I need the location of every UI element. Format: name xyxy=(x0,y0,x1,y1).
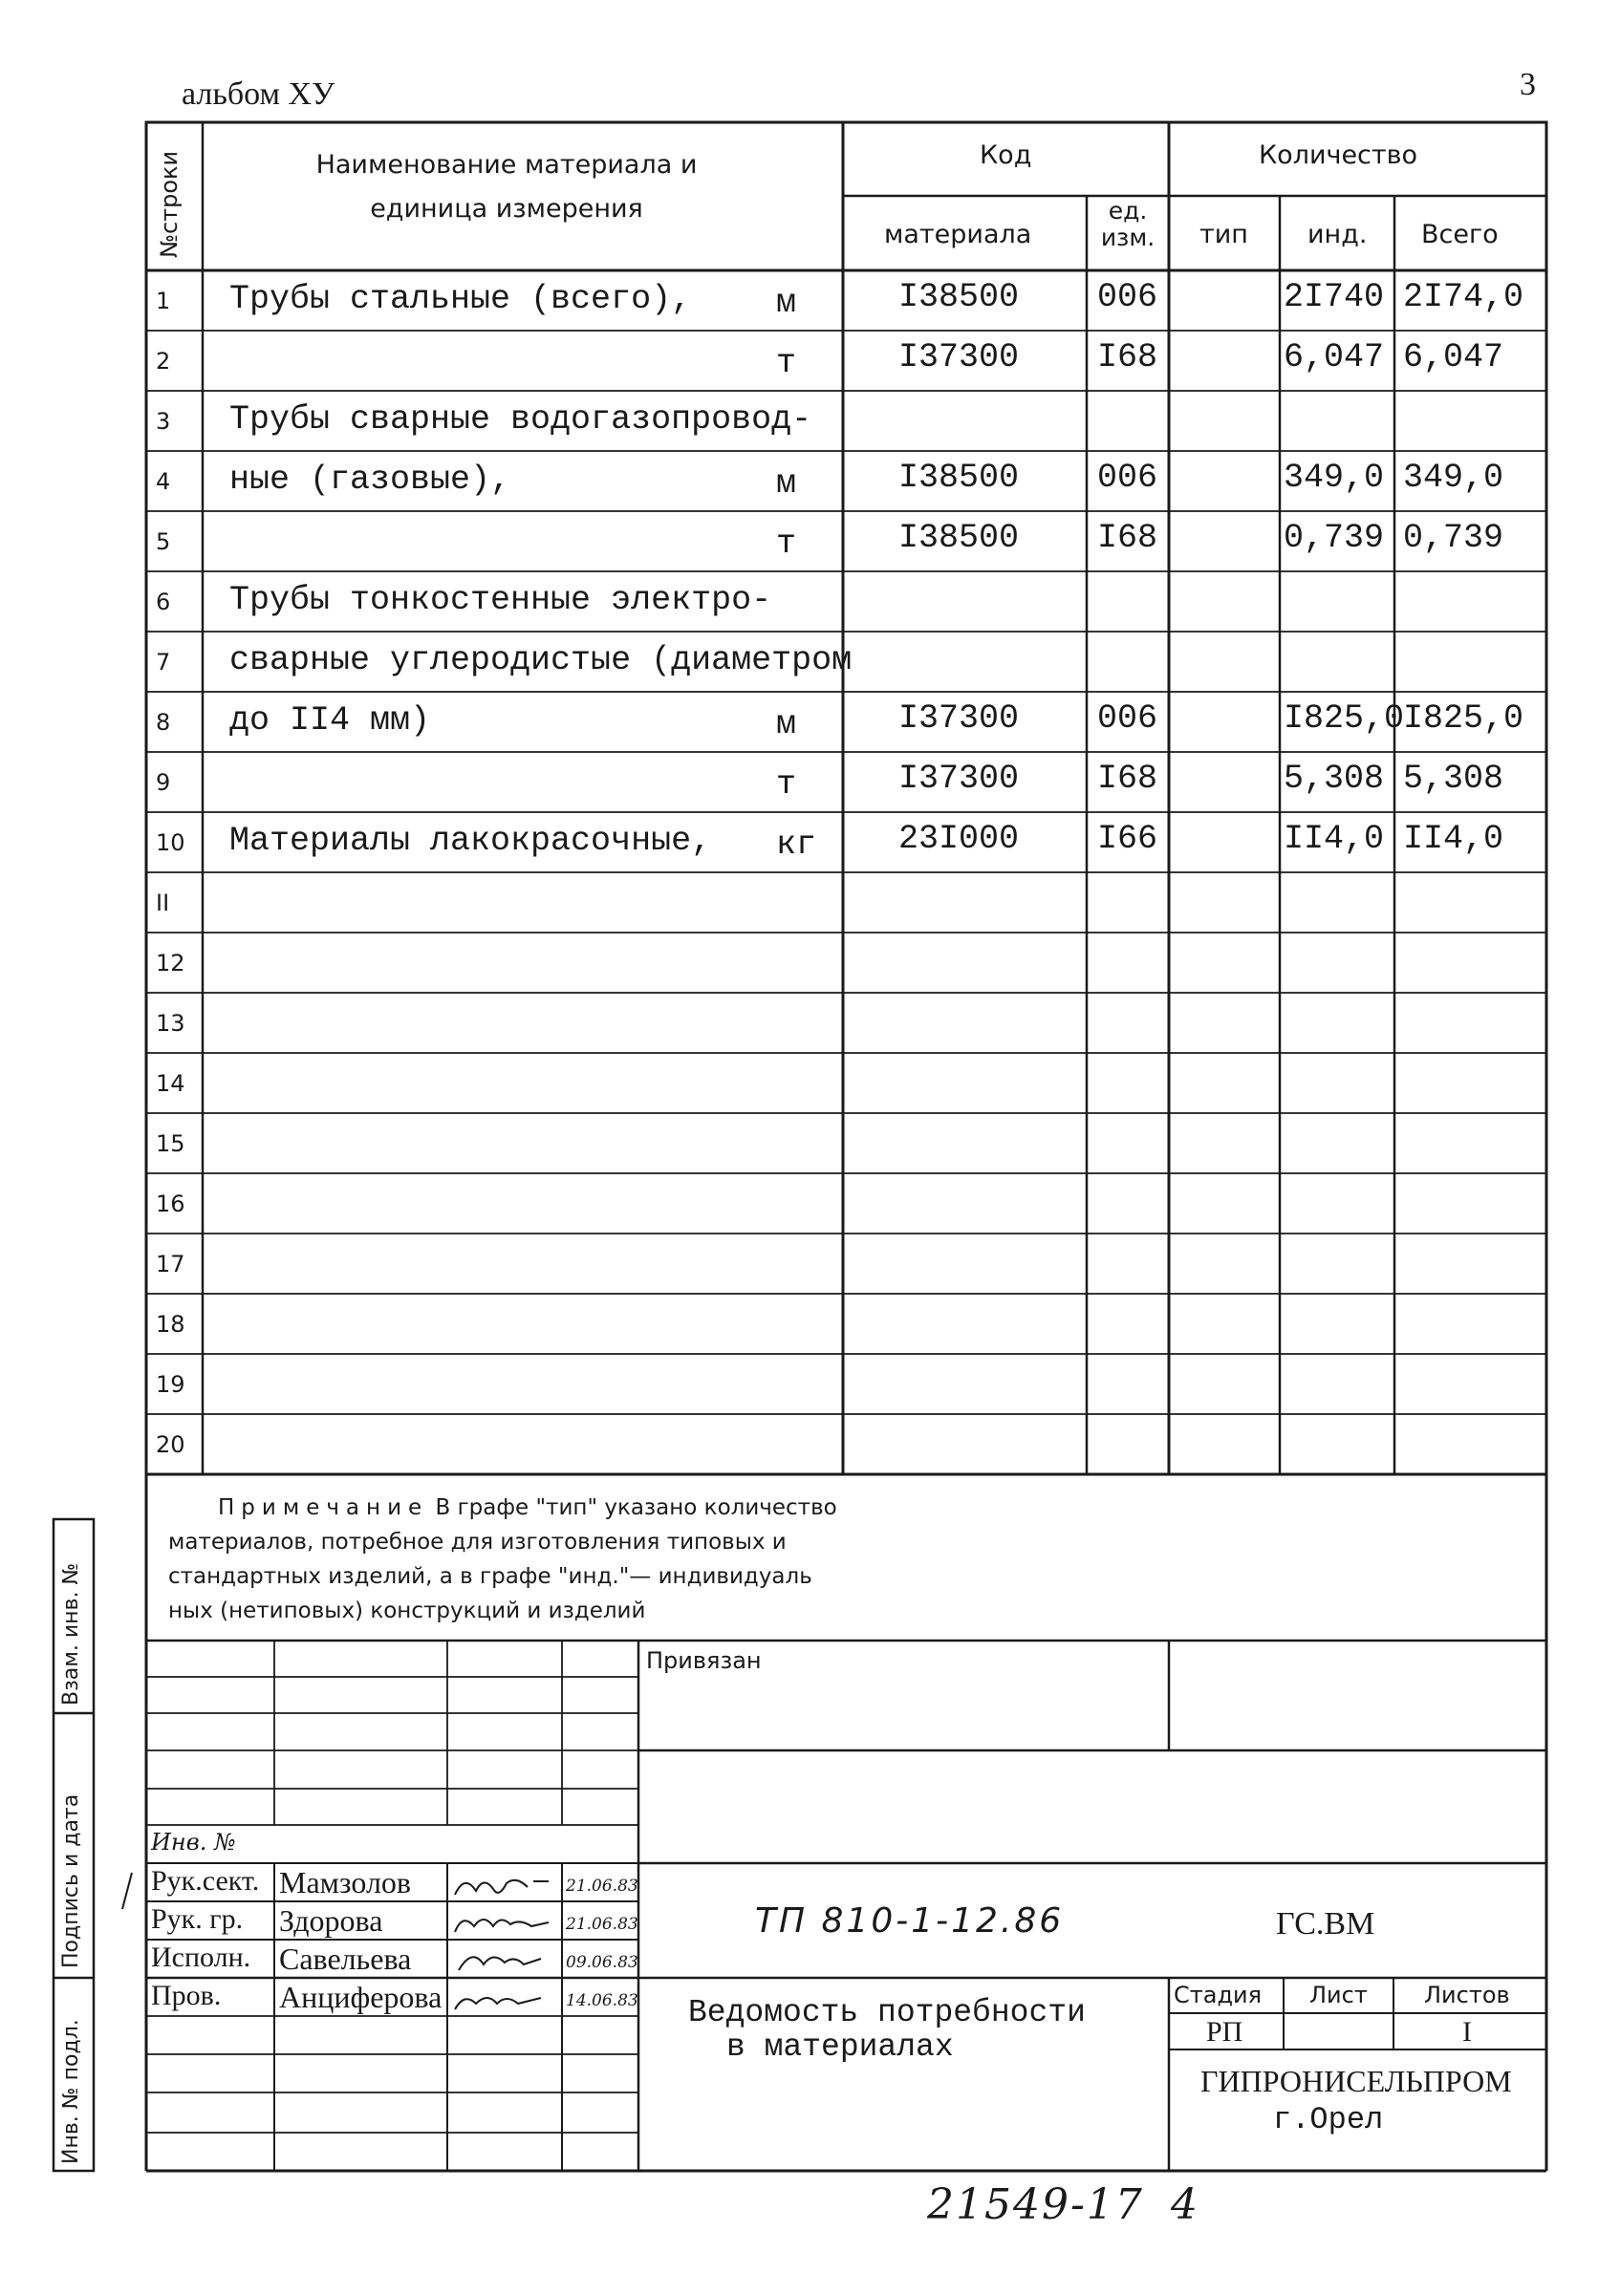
signatory-date: 21.06.83 xyxy=(566,1915,638,1934)
row-name: Материалы лакокрасочные, xyxy=(229,822,712,860)
row-n: 6 xyxy=(156,589,171,615)
signatory-date: 09.06.83 xyxy=(566,1953,638,1972)
row-ind: 349,0 xyxy=(1284,459,1385,497)
row-n: 4 xyxy=(156,468,171,495)
row-unit: м xyxy=(776,705,797,743)
signatory-name: Здорова xyxy=(279,1903,383,1938)
sheets-label: Листов xyxy=(1424,1982,1510,2008)
signatory-role: Рук.сект. xyxy=(151,1865,260,1897)
side-label-signature-date: Подпись и дата xyxy=(59,1793,83,1968)
album-label: альбом ХУ xyxy=(182,76,335,112)
row-total: 349,0 xyxy=(1403,459,1504,497)
row-ucode: I68 xyxy=(1097,760,1158,798)
row-n: 2 xyxy=(156,348,171,375)
sheet-label: Лист xyxy=(1309,1982,1368,2008)
row-total: 5,308 xyxy=(1403,760,1504,798)
archive-sheet: 4 xyxy=(1171,2180,1198,2229)
row-ind: 2I740 xyxy=(1284,278,1385,316)
stage-value: РП xyxy=(1206,2016,1243,2048)
row-name: до II4 мм) xyxy=(229,701,431,740)
row-n: 20 xyxy=(156,1431,185,1458)
col-code-header: Код xyxy=(980,140,1032,170)
row-ucode: I68 xyxy=(1097,338,1158,376)
inv-no-label: Инв. № xyxy=(151,1829,236,1856)
doc-code: ГС.ВМ xyxy=(1276,1906,1375,1942)
row-name: Трубы сварные водогазопровод- xyxy=(229,400,812,439)
row-total: 6,047 xyxy=(1403,338,1504,376)
row-ucode: 006 xyxy=(1097,459,1158,497)
row-n: 14 xyxy=(156,1070,185,1097)
row-n: 12 xyxy=(156,950,185,976)
row-unit: т xyxy=(776,344,797,382)
note-line-4: ных (нетиповых) конструкций и изделий xyxy=(168,1599,646,1623)
signature-zdorova xyxy=(455,1920,549,1932)
row-n: 7 xyxy=(156,649,171,676)
row-n: 15 xyxy=(156,1130,185,1157)
sheets-value: I xyxy=(1462,2016,1472,2048)
row-ind: II4,0 xyxy=(1284,820,1385,858)
col-total-header: Всего xyxy=(1421,220,1499,249)
note-line-2: материалов, потребное для изготовления типовых и xyxy=(168,1530,787,1555)
row-total: II4,0 xyxy=(1403,820,1504,858)
row-name: Трубы стальные (всего), xyxy=(229,280,692,318)
col-type-header: тип xyxy=(1199,220,1248,249)
row-unit: кг xyxy=(776,826,817,864)
row-code: 23I000 xyxy=(898,820,1020,858)
side-label-vzam-inv: Взам. инв. № xyxy=(59,1562,83,1706)
signatory-name: Анциферова xyxy=(279,1980,443,2014)
row-ind: 5,308 xyxy=(1284,760,1385,798)
col-name-header: Наименование материала и единица измерения xyxy=(315,150,698,224)
signatory-role: Рук. гр. xyxy=(151,1903,244,1935)
row-unit: м xyxy=(776,284,797,322)
row-n: 16 xyxy=(156,1191,185,1217)
side-label-inv-podl: Инв. № подл. xyxy=(59,2019,83,2164)
archive-number: 21549-17 xyxy=(927,2180,1144,2229)
row-n: 17 xyxy=(156,1251,185,1277)
row-n: 10 xyxy=(156,829,185,856)
doc-number: ТП 810-1-12.86 xyxy=(755,1901,1065,1941)
row-n: 1 xyxy=(156,288,171,314)
margin-tick xyxy=(122,1873,132,1909)
page-number: 3 xyxy=(1520,67,1536,102)
row-code: I37300 xyxy=(898,760,1020,798)
row-unit: т xyxy=(776,525,797,563)
col-code-unit-header: ед. изм. xyxy=(1100,197,1156,251)
row-name: сварные углеродистые (диаметром xyxy=(229,641,853,679)
row-ind: 6,047 xyxy=(1284,338,1385,376)
row-ucode: I68 xyxy=(1097,519,1158,557)
row-ind: 0,739 xyxy=(1284,519,1385,557)
signatory-name: Савельева xyxy=(279,1942,412,1976)
row-code: I38500 xyxy=(898,278,1020,316)
doc-title-line-2: в материалах xyxy=(726,2029,954,2065)
row-unit: м xyxy=(776,464,797,503)
col-row-no-header: №строки xyxy=(156,150,183,258)
signatory-role: Пров. xyxy=(151,1980,222,2011)
row-ucode: 006 xyxy=(1097,699,1158,738)
signatory-role: Исполн. xyxy=(151,1942,251,1973)
row-code: I38500 xyxy=(898,459,1020,497)
org-city: г.Орел xyxy=(1273,2102,1384,2137)
org-name: ГИПРОНИСЕЛЬПРОМ xyxy=(1200,2064,1512,2098)
signature-antsiferova xyxy=(455,1998,541,2009)
privyazan-label: Привязан xyxy=(646,1647,762,1674)
signatory-date: 21.06.83 xyxy=(566,1877,638,1896)
row-ucode: 006 xyxy=(1097,278,1158,316)
note-line-3: стандартных изделий, а в графе "инд."— индивидуаль xyxy=(168,1564,812,1589)
row-n: 5 xyxy=(156,528,171,555)
row-total: I825,0 xyxy=(1403,699,1524,738)
row-n: 9 xyxy=(156,769,171,796)
row-n: 18 xyxy=(156,1311,185,1338)
row-ucode: I66 xyxy=(1097,820,1158,858)
signature-mamzolov xyxy=(455,1880,549,1895)
signature-savelieva xyxy=(459,1957,541,1970)
col-quantity-header: Количество xyxy=(1259,140,1418,170)
row-n: II xyxy=(156,890,170,916)
stage-label: Стадия xyxy=(1174,1982,1263,2008)
note-heading: Примечание xyxy=(218,1495,429,1520)
row-total: 2I74,0 xyxy=(1403,278,1524,316)
row-name: Трубы тонкостенные электро- xyxy=(229,581,772,619)
row-n: 13 xyxy=(156,1010,185,1037)
col-ind-header: инд. xyxy=(1307,220,1368,249)
row-n: 3 xyxy=(156,408,171,435)
row-n: 8 xyxy=(156,709,171,736)
row-code: I37300 xyxy=(898,699,1020,738)
signatory-name: Мамзолов xyxy=(279,1865,412,1899)
signatory-date: 14.06.83 xyxy=(566,1991,638,2010)
note-line-1: В графе "тип" указано количество xyxy=(435,1495,837,1520)
row-n: 19 xyxy=(156,1371,185,1398)
row-unit: т xyxy=(776,765,797,804)
row-name: ные (газовые), xyxy=(229,461,511,499)
col-code-material-header: материала xyxy=(884,220,1032,249)
doc-title-line-1: Ведомость потребности xyxy=(688,1995,1086,2030)
row-code: I37300 xyxy=(898,338,1020,376)
row-code: I38500 xyxy=(898,519,1020,557)
note-block xyxy=(168,1491,837,1628)
row-total: 0,739 xyxy=(1403,519,1504,557)
row-ind: I825,0 xyxy=(1284,699,1405,738)
